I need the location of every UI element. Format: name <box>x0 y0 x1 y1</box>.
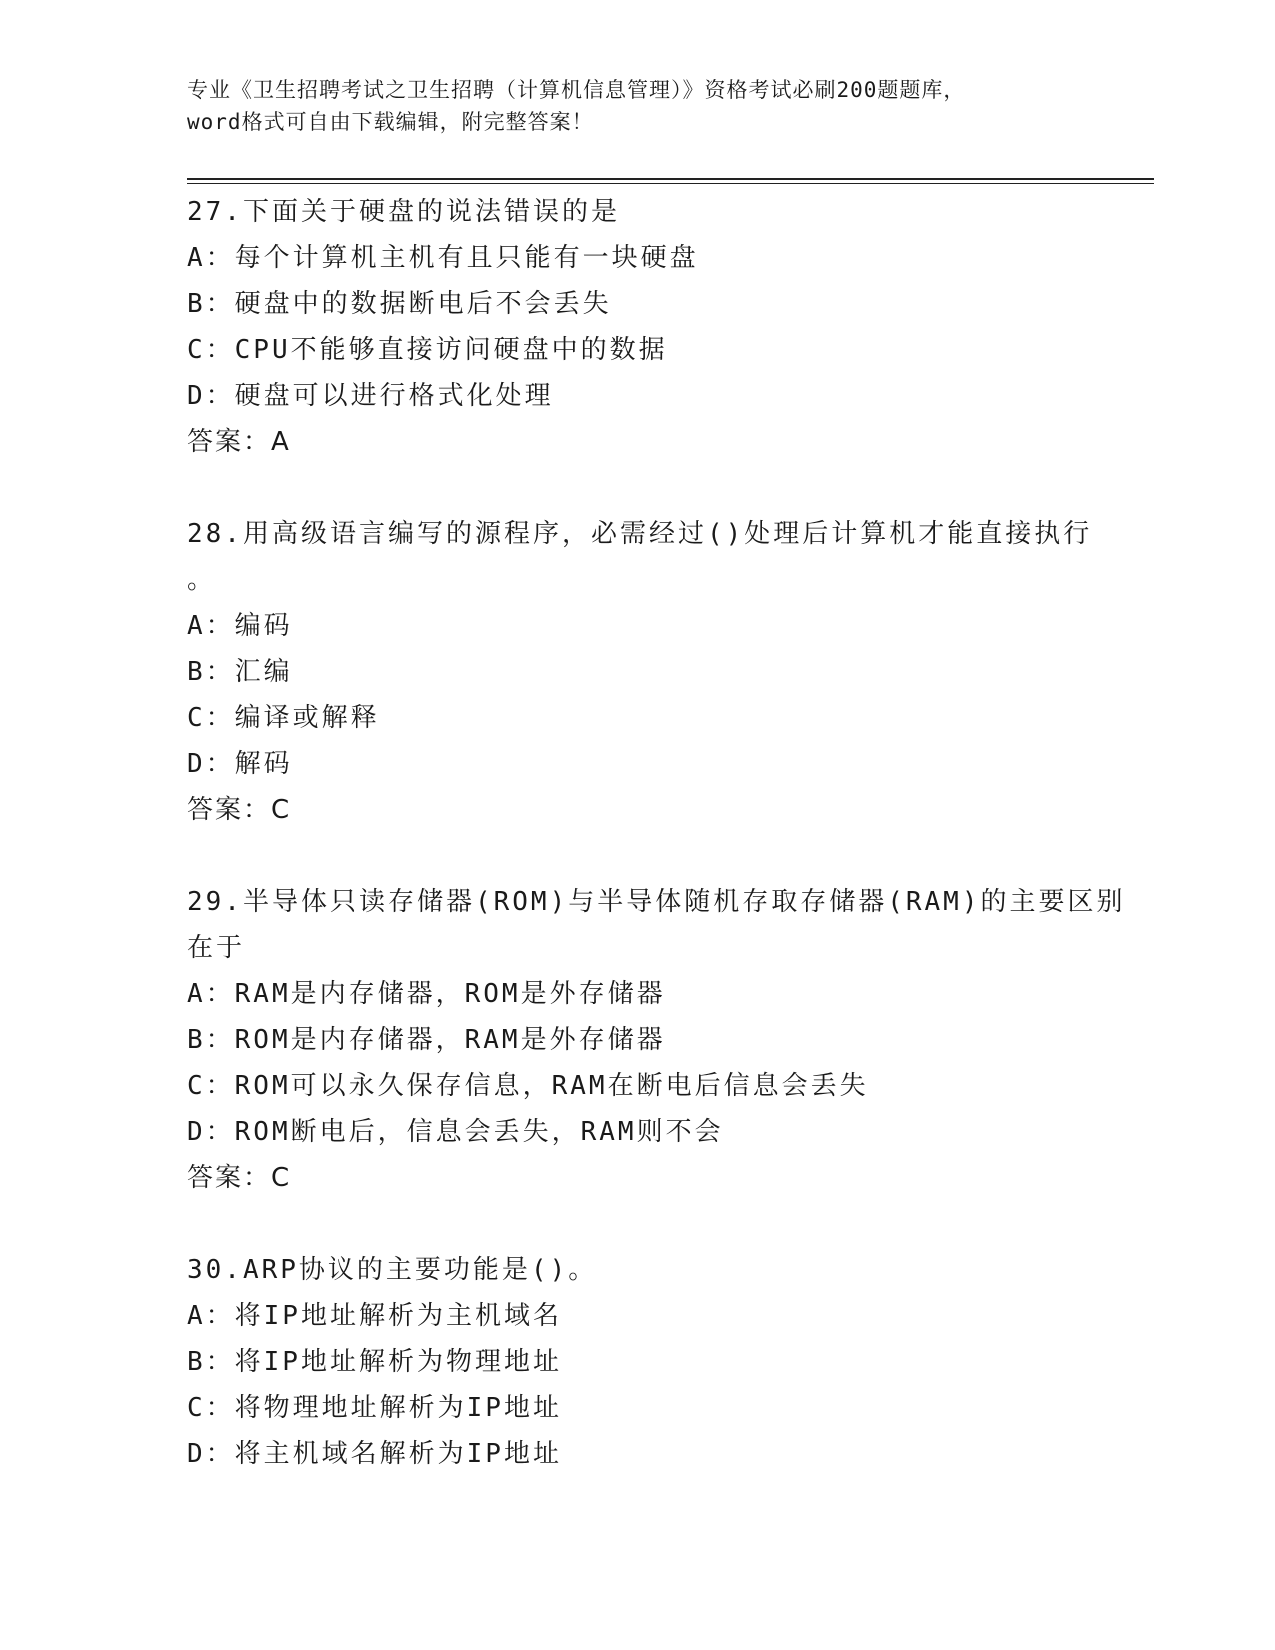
question-stem-continued: 。 <box>187 565 217 595</box>
question-28 <box>187 511 1093 833</box>
option-d: D：将主机域名解析为IP地址 <box>187 1439 562 1469</box>
question-stem-continued: 在于 <box>187 933 246 963</box>
header-line-2: word格式可自由下载编辑，附完整答案！ <box>187 110 594 134</box>
question-stem: 28.用高级语言编写的源程序，必需经过()处理后计算机才能直接执行 <box>187 519 1093 549</box>
spacer <box>187 1201 1087 1247</box>
question-stem: 30.ARP协议的主要功能是()。 <box>187 1255 598 1285</box>
option-a: A：编码 <box>187 611 293 641</box>
answer: 答案：C <box>187 1163 292 1193</box>
option-c: C：编译或解释 <box>187 703 380 733</box>
option-b: B：ROM是内存储器，RAM是外存储器 <box>187 1025 666 1055</box>
spacer <box>187 833 1087 879</box>
question-stem: 27.下面关于硬盘的说法错误的是 <box>187 197 620 227</box>
header-line-1: 专业《卫生招聘考试之卫生招聘（计算机信息管理）》资格考试必刷200题题库， <box>187 78 966 102</box>
question-list <box>187 189 1126 1477</box>
option-d: D：硬盘可以进行格式化处理 <box>187 381 554 411</box>
answer: 答案：A <box>187 427 291 457</box>
question-27 <box>187 189 1087 465</box>
option-d: D：解码 <box>187 749 293 779</box>
question-29 <box>187 879 1126 1201</box>
header-divider-thick <box>187 178 1154 180</box>
option-b: B：硬盘中的数据断电后不会丢失 <box>187 289 612 319</box>
document-header <box>187 74 1087 138</box>
answer: 答案：C <box>187 795 292 825</box>
option-c: C：将物理地址解析为IP地址 <box>187 1393 562 1423</box>
option-a: A：每个计算机主机有且只能有一块硬盘 <box>187 243 699 273</box>
question-30 <box>187 1247 1087 1477</box>
option-a: A：RAM是内存储器，ROM是外存储器 <box>187 979 666 1009</box>
option-b: B：将IP地址解析为物理地址 <box>187 1347 562 1377</box>
option-b: B：汇编 <box>187 657 293 687</box>
spacer <box>187 465 1087 511</box>
option-c: C：CPU不能够直接访问硬盘中的数据 <box>187 335 668 365</box>
option-a: A：将IP地址解析为主机域名 <box>187 1301 562 1331</box>
option-c: C：ROM可以永久保存信息，RAM在断电后信息会丢失 <box>187 1071 869 1101</box>
question-stem: 29.半导体只读存储器(ROM)与半导体随机存取存储器(RAM)的主要区别 <box>187 887 1126 917</box>
header-divider-thin <box>187 183 1154 184</box>
option-d: D：ROM断电后，信息会丢失，RAM则不会 <box>187 1117 724 1147</box>
